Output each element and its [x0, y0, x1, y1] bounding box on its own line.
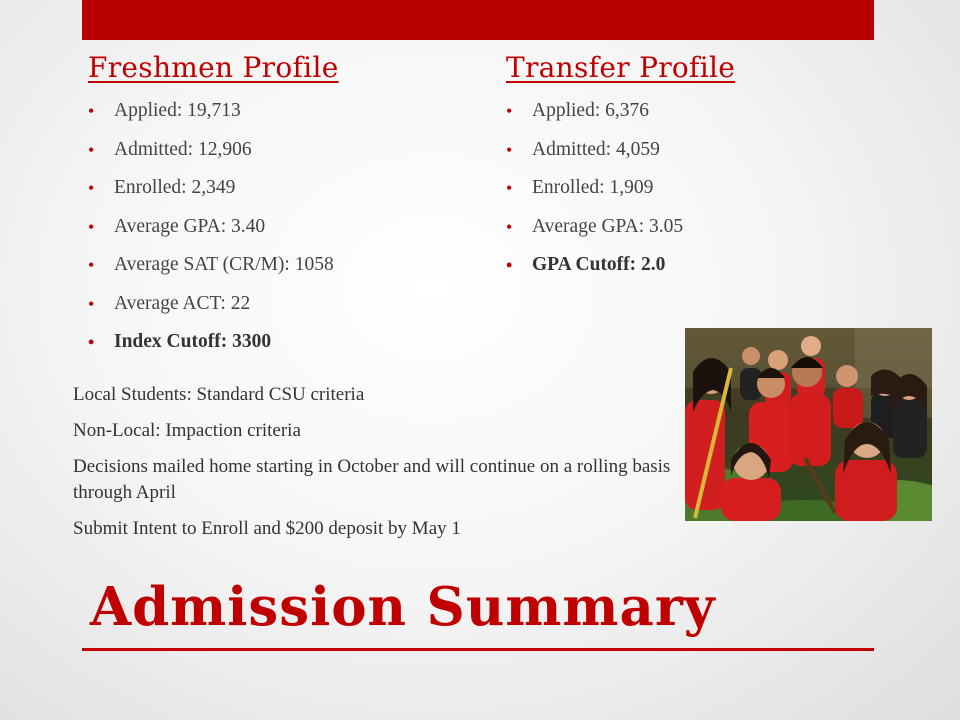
note-line: Local Students: Standard CSU criteria	[73, 384, 365, 405]
list-item: • Average SAT (CR/M): 1058	[88, 250, 468, 289]
list-item: • Admitted: 12,906	[88, 135, 468, 174]
list-item: • Admitted: 4,059	[506, 135, 886, 174]
list-item-cutoff: • GPA Cutoff: 2.0	[506, 250, 886, 289]
slide-title: Admission Summary	[90, 576, 716, 638]
freshmen-profile-title: Freshmen Profile	[88, 51, 339, 84]
title-underline-rule	[82, 648, 874, 651]
note-line: Submit Intent to Enroll and $200 deposit by May 1	[73, 518, 461, 539]
students-photo-illustration	[685, 328, 932, 521]
freshmen-profile-section	[88, 50, 468, 366]
transfer-profile-section	[506, 50, 886, 289]
transfer-stats-list	[506, 96, 886, 289]
list-item: • Enrolled: 2,349	[88, 173, 468, 212]
students-group-photo	[685, 328, 932, 521]
list-item: • Average ACT: 22	[88, 289, 468, 328]
note-line: Non-Local: Impaction criteria	[73, 420, 301, 441]
list-item: • Applied: 6,376	[506, 96, 886, 135]
list-item: • Enrolled: 1,909	[506, 173, 886, 212]
top-accent-bar	[82, 0, 874, 40]
list-item: • Applied: 19,713	[88, 96, 468, 135]
list-item-cutoff: • Index Cutoff: 3300	[88, 327, 468, 366]
list-item: • Average GPA: 3.05	[506, 212, 886, 251]
admission-notes	[73, 382, 673, 552]
list-item: • Average GPA: 3.40	[88, 212, 468, 251]
note-line: Decisions mailed home starting in October and will continue on a rolling basis through April	[73, 456, 671, 503]
freshmen-stats-list	[88, 96, 468, 366]
transfer-profile-title: Transfer Profile	[506, 51, 736, 84]
